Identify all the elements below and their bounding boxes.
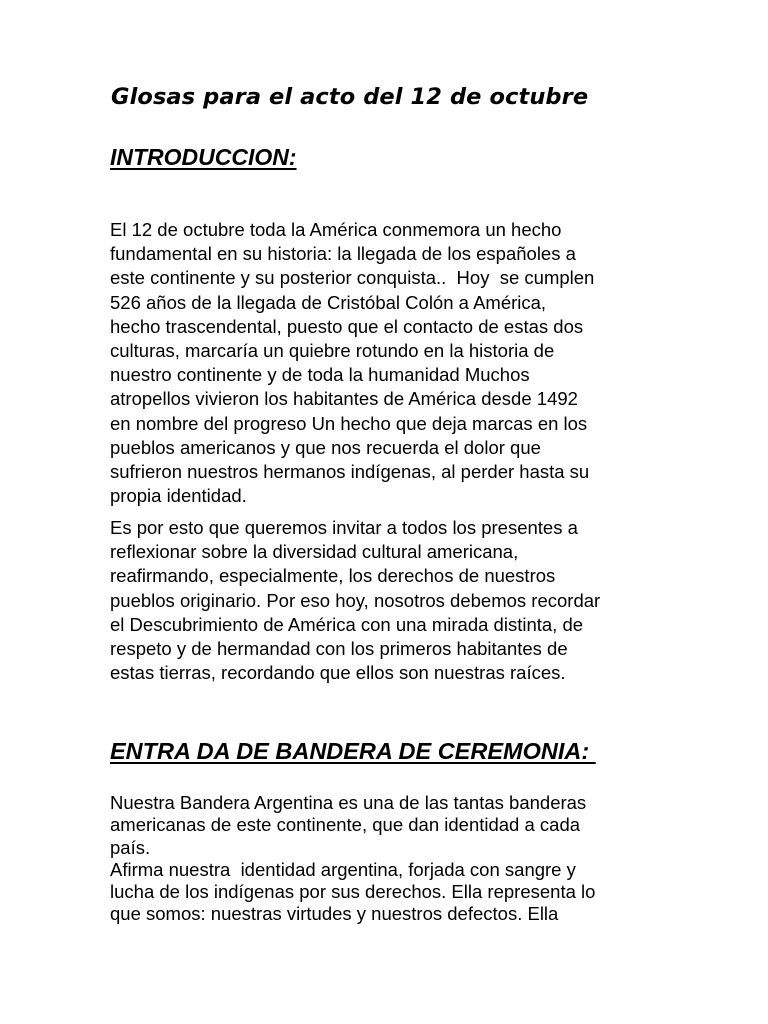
text-line: este continente y su posterior conquista.. Hoy se cumplen	[110, 267, 595, 289]
text-line: reflexionar sobre la diversidad cultural americana,	[110, 541, 519, 563]
text-line: sufrieron nuestros hermanos indígenas, al perder hasta su	[110, 461, 590, 483]
text-line: lucha de los indígenas por sus derechos. Ella representa lo	[110, 881, 596, 903]
text-line: atropellos vivieron los habitantes de América desde 1492	[110, 388, 578, 410]
text-line: que somos: nuestras virtudes y nuestros defectos. Ella	[110, 903, 559, 925]
text-line: Es por esto que queremos invitar a todos los presentes a	[110, 517, 578, 538]
text-line: estas tierras, recordando que ellos son nuestras raíces.	[110, 662, 566, 684]
text-line: el Descubrimiento de América con una mirada distinta, de	[110, 613, 584, 635]
text-line: pueblos americanos y que nos recuerda el dolor que	[110, 436, 541, 458]
paragraph-introduccion-2	[110, 516, 670, 685]
text-line: respeto y de hermandad con los primeros habitantes de	[110, 638, 568, 660]
text-line: propia identidad.	[110, 485, 247, 507]
text-line: pueblos originario. Por eso hoy, nosotros debemos recordar	[110, 589, 601, 611]
text-line: El 12 de octubre toda la América conmemora un hecho	[110, 219, 562, 240]
text-line: americanas de este continente, que dan identidad a cada	[110, 814, 581, 836]
text-line: Afirma nuestra identidad argentina, forjada con sangre y	[110, 858, 576, 880]
text-line: país.	[110, 836, 151, 858]
paragraph-introduccion-1	[110, 218, 670, 508]
text-line: Nuestra Bandera Argentina es una de las tantas banderas	[110, 792, 587, 813]
text-line: nuestro continente y de toda la humanidad Muchos	[110, 364, 530, 386]
text-line: culturas, marcaría un quiebre rotundo en la historia de	[110, 340, 555, 362]
text-line: reafirmando, especialmente, los derechos de nuestros	[110, 565, 556, 587]
document-title: Glosas para el acto del 12 de octubre	[111, 84, 589, 110]
text-line: en nombre del progreso Un hecho que deja marcas en los	[110, 412, 588, 434]
text-line: hecho trascendental, puesto que el contacto de estas dos	[110, 315, 584, 337]
text-line: fundamental en su historia: la llegada de los españoles a	[110, 243, 576, 265]
paragraph-bandera	[110, 792, 670, 926]
section-heading-entrada-bandera: ENTRA DA DE BANDERA DE CEREMONIA:	[110, 738, 596, 764]
text-line: 526 años de la llegada de Cristóbal Colón a América,	[110, 291, 547, 313]
section-heading-introduccion: INTRODUCCION:	[110, 144, 297, 170]
